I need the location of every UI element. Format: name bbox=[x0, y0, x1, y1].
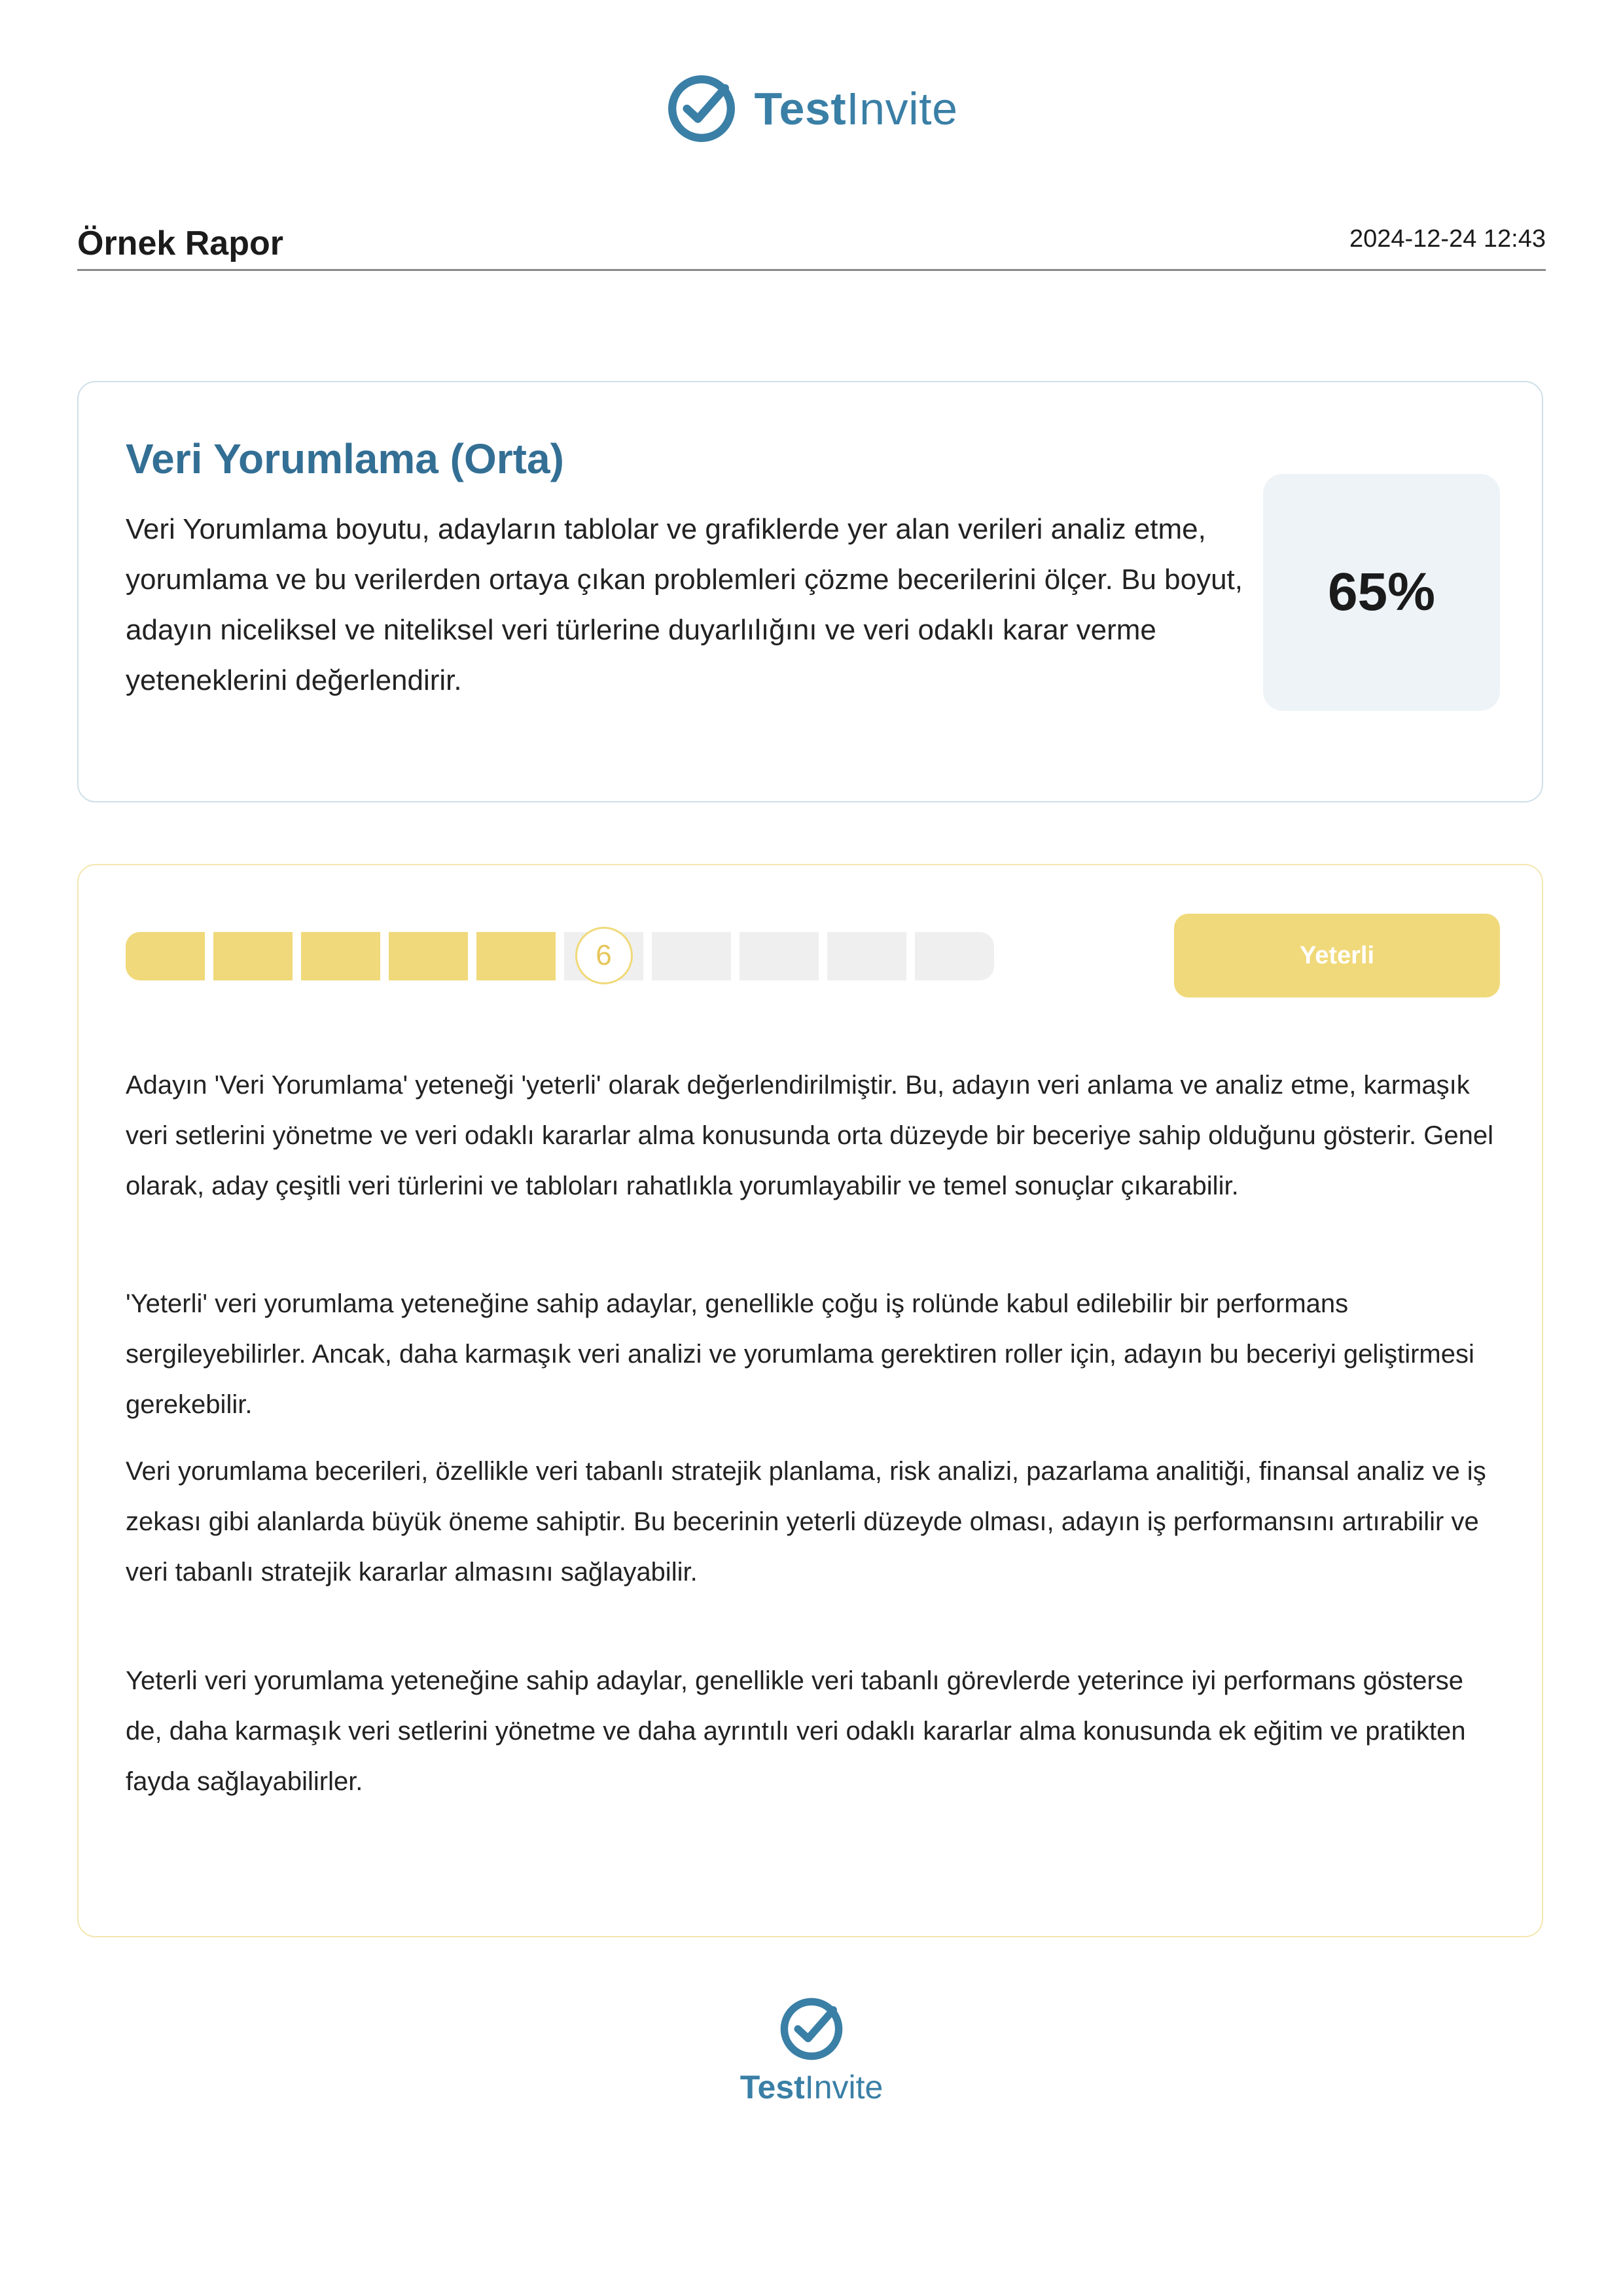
score-box bbox=[1263, 474, 1500, 711]
brand-name-light: Invite bbox=[846, 83, 958, 134]
level-progress-bar bbox=[126, 932, 996, 980]
dimension-card bbox=[77, 381, 1543, 802]
report-title: Örnek Rapor bbox=[77, 224, 283, 262]
dimension-description: Veri Yorumlama boyutu, adayların tablolar ve grafiklerde yer alan verileri analiz etme, yorumlama ve bu verilerden ortaya çıkan problemleri çözme becerilerini ölçer. Bu boyut, adayın niceliksel ve niteliksel veri türlerine duyarlılığını ve veri odaklı karar verme yeteneklerini değerlendirir. bbox=[126, 513, 1243, 696]
dimension-title: Veri Yorumlama (Orta) bbox=[126, 435, 564, 482]
level-marker: 6 bbox=[575, 927, 633, 984]
footer-wordmark bbox=[740, 2068, 883, 2106]
brand-wordmark bbox=[754, 82, 957, 135]
level-badge: Yeterli bbox=[1174, 914, 1500, 997]
testinvite-logo-icon bbox=[665, 72, 738, 145]
score-value: 65% bbox=[1327, 562, 1436, 622]
assessment-paragraph: Yeterli veri yorumlama yeteneğine sahip adaylar, genellikle veri tabanlı görevlerde yeterince iyi performans gösterse de, daha karmaşık veri setlerini yönetme ve daha ayrıntılı veri odaklı kararlar alma konusunda ek eğitim ve pratikten fayda sağlayabilirler. bbox=[126, 1666, 1466, 1796]
progress-segment bbox=[389, 932, 468, 980]
progress-segment bbox=[213, 932, 293, 980]
assessment-paragraph: 'Yeterli' veri yorumlama yeteneğine sahip adaylar, genellikle çoğu iş rolünde kabul edilebilir bir performans sergileyebilirler. Ancak, daha karmaşık veri analizi ve yorumlama gerektiren roller için, adayın bu beceriyi geliştirmesi gerekebilir. bbox=[126, 1289, 1474, 1419]
progress-segment bbox=[827, 932, 906, 980]
progress-segment bbox=[740, 932, 819, 980]
footer-brand-name-light: Invite bbox=[804, 2069, 883, 2106]
footer-logo bbox=[0, 1995, 1623, 2106]
header-logo bbox=[0, 72, 1623, 145]
assessment-paragraph: Adayın 'Veri Yorumlama' yeteneği 'yeterli' olarak değerlendirilmiştir. Bu, adayın veri anlama ve analiz etme, karmaşık veri setlerini yönetme ve veri odaklı kararlar alma konusunda orta düzeyde bir beceriye sahip olduğunu gösterir. Genel olarak, aday çeşitli veri türlerini ve tabloları rahatlıkla yorumlayabilir ve temel sonuçlar çıkarabilir. bbox=[126, 1071, 1494, 1200]
brand-name-bold: Test bbox=[754, 83, 847, 134]
level-card bbox=[77, 864, 1543, 1937]
progress-segment bbox=[126, 932, 205, 980]
assessment-paragraph: Veri yorumlama becerileri, özellikle veri tabanlı stratejik planlama, risk analizi, pazarlama analitiği, finansal analiz ve iş zekası gibi alanlarda büyük öneme sahiptir. Bu becerinin yeterli düzeyde olması, adayın iş performansını artırabilir ve veri tabanlı stratejik kararlar almasını sağlayabilir. bbox=[126, 1457, 1486, 1587]
footer-brand-name-bold: Test bbox=[740, 2069, 805, 2106]
progress-segment bbox=[476, 932, 556, 980]
title-divider bbox=[77, 269, 1546, 271]
report-date: 2024-12-24 12:43 bbox=[1349, 225, 1546, 253]
testinvite-logo-icon bbox=[777, 1995, 846, 2063]
progress-segment bbox=[301, 932, 380, 980]
progress-segment bbox=[915, 932, 994, 980]
progress-segment bbox=[652, 932, 731, 980]
